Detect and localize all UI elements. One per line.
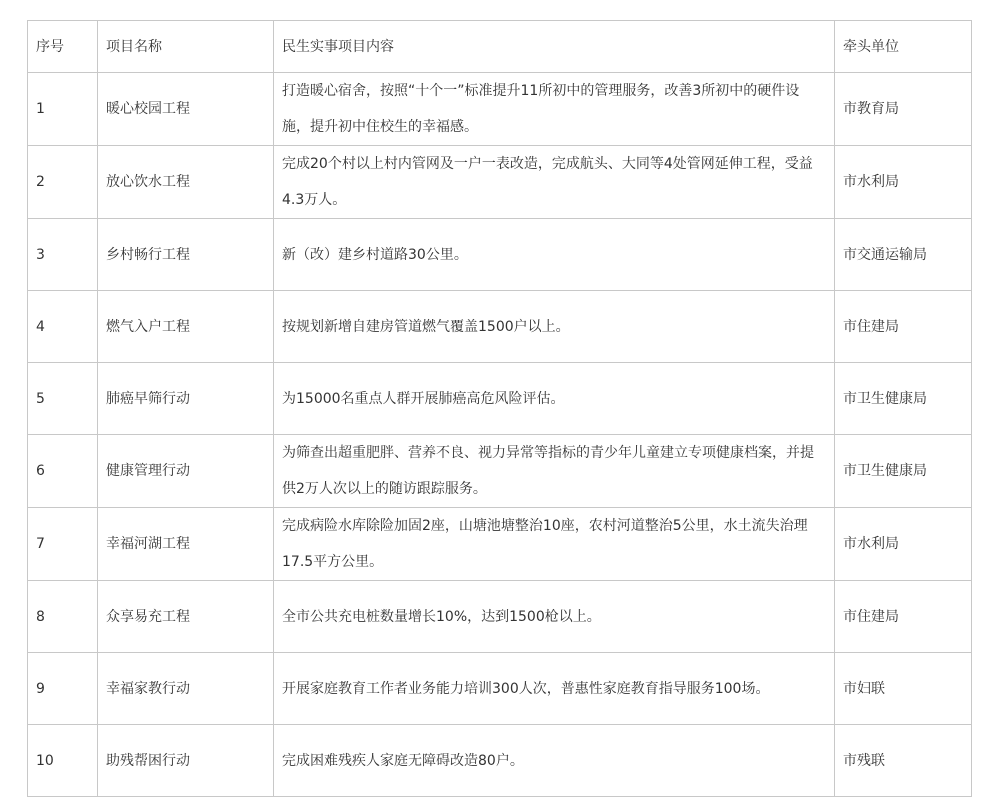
- cell-content: 新（改）建乡村道路30公里。: [274, 219, 835, 291]
- cell-content: 完成20个村以上村内管网及一户一表改造，完成航头、大同等4处管网延伸工程，受益4.3万人。: [274, 146, 835, 219]
- cell-content: 按规划新增自建房管道燃气覆盖1500户以上。: [274, 291, 835, 363]
- cell-no: 7: [28, 508, 98, 581]
- table-row: [28, 219, 972, 291]
- cell-name: 健康管理行动: [98, 435, 274, 508]
- cell-name: 暖心校园工程: [98, 73, 274, 146]
- header-content: 民生实事项目内容: [274, 21, 835, 73]
- cell-no: 4: [28, 291, 98, 363]
- cell-name: 放心饮水工程: [98, 146, 274, 219]
- header-unit: 牵头单位: [835, 21, 972, 73]
- cell-unit: 市妇联: [835, 653, 972, 725]
- table-row: [28, 363, 972, 435]
- cell-name: 助残帮困行动: [98, 725, 274, 797]
- cell-content: 为15000名重点人群开展肺癌高危风险评估。: [274, 363, 835, 435]
- cell-unit: 市残联: [835, 725, 972, 797]
- cell-unit: 市住建局: [835, 291, 972, 363]
- cell-no: 10: [28, 725, 98, 797]
- table-row: [28, 725, 972, 797]
- cell-content: 打造暖心宿舍，按照“十个一”标准提升11所初中的管理服务，改善3所初中的硬件设施，提升初中住校生的幸福感。: [274, 73, 835, 146]
- table-row: [28, 581, 972, 653]
- cell-name: 乡村畅行工程: [98, 219, 274, 291]
- cell-name: 肺癌早筛行动: [98, 363, 274, 435]
- cell-unit: 市交通运输局: [835, 219, 972, 291]
- table-row: [28, 73, 972, 146]
- cell-name: 幸福河湖工程: [98, 508, 274, 581]
- cell-content: 全市公共充电桩数量增长10%，达到1500枪以上。: [274, 581, 835, 653]
- cell-name: 众享易充工程: [98, 581, 274, 653]
- table-row: [28, 653, 972, 725]
- cell-no: 2: [28, 146, 98, 219]
- cell-name: 燃气入户工程: [98, 291, 274, 363]
- cell-content: 完成病险水库除险加固2座，山塘池塘整治10座，农村河道整治5公里，水土流失治理17.5平方公里。: [274, 508, 835, 581]
- cell-no: 1: [28, 73, 98, 146]
- cell-unit: 市水利局: [835, 146, 972, 219]
- table-row: [28, 291, 972, 363]
- cell-no: 9: [28, 653, 98, 725]
- cell-content: 完成困难残疾人家庭无障碍改造80户。: [274, 725, 835, 797]
- cell-content: 开展家庭教育工作者业务能力培训300人次，普惠性家庭教育指导服务100场。: [274, 653, 835, 725]
- cell-no: 6: [28, 435, 98, 508]
- cell-unit: 市教育局: [835, 73, 972, 146]
- header-name: 项目名称: [98, 21, 274, 73]
- table-header-row: [28, 21, 972, 73]
- livelihood-projects-table: [27, 20, 972, 797]
- cell-no: 3: [28, 219, 98, 291]
- cell-unit: 市水利局: [835, 508, 972, 581]
- table-row: [28, 508, 972, 581]
- cell-unit: 市卫生健康局: [835, 435, 972, 508]
- header-no: 序号: [28, 21, 98, 73]
- cell-content: 为筛查出超重肥胖、营养不良、视力异常等指标的青少年儿童建立专项健康档案，并提供2万人次以上的随访跟踪服务。: [274, 435, 835, 508]
- cell-name: 幸福家教行动: [98, 653, 274, 725]
- cell-unit: 市卫生健康局: [835, 363, 972, 435]
- cell-no: 5: [28, 363, 98, 435]
- table-row: [28, 435, 972, 508]
- cell-unit: 市住建局: [835, 581, 972, 653]
- table-row: [28, 146, 972, 219]
- cell-no: 8: [28, 581, 98, 653]
